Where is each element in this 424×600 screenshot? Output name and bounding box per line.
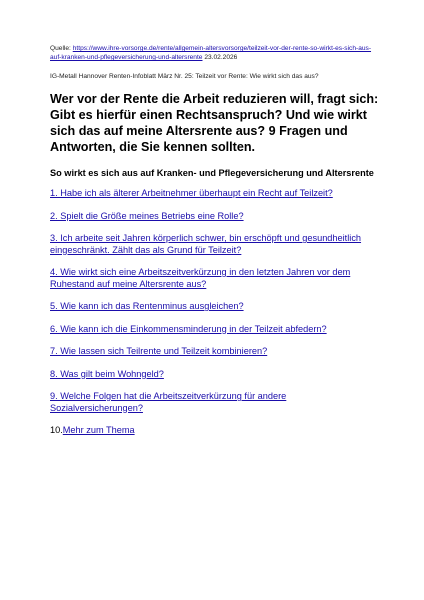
toc-number-10: 10. <box>50 425 63 435</box>
toc-link-4[interactable]: 4. Wie wirkt sich eine Arbeitszeitverkürzung in den letzten Jahren vor dem Ruhestand auf meine Altersrente aus? <box>50 267 351 289</box>
document-page <box>50 44 380 448</box>
source-link[interactable]: https://www.ihre-vorsorge.de/rente/allgemein-altersvorsorge/teilzeit-vor-der-rente-so-wirkt-es-sich-aus-auf-kranken-und-pflegeversicherung-und-altersrente <box>50 45 372 61</box>
toc-link-3[interactable]: 3. Ich arbeite seit Jahren körperlich schwer, bin erschöpft und gesundheitlich eingeschränkt. Zählt das als Grund für Teilzeit? <box>50 233 362 255</box>
toc-item <box>50 188 380 200</box>
toc-item <box>50 324 380 336</box>
source-label: Quelle: <box>50 45 73 52</box>
toc-link-7[interactable]: 7. Wie lassen sich Teilrente und Teilzeit kombinieren? <box>50 346 268 356</box>
subheadline: So wirkt es sich aus auf Kranken- und Pflegeversicherung und Altersrente <box>50 168 374 178</box>
toc-item <box>50 369 380 381</box>
toc-item <box>50 346 380 358</box>
toc-link-6[interactable]: 6. Wie kann ich die Einkommensminderung in der Teilzeit abfedern? <box>50 323 327 334</box>
infoblatt-line: IG-Metall Hannover Renten-Infoblatt März Nr. 25: Teilzeit vor Rente: Wie wirkt sich das aus? <box>50 73 319 80</box>
toc-item <box>50 233 380 256</box>
table-of-contents <box>50 188 380 437</box>
source-date: 23.02.2026 <box>202 54 238 61</box>
toc-item <box>50 391 380 414</box>
toc-item <box>50 267 380 290</box>
headline: Wer vor der Rente die Arbeit reduzieren will, fragt sich: Gibt es hierfür einen Rechtsanspruch? Und wie wirkt sich das auf meine Altersrente aus? 9 Fragen und Antworten, die Sie kennen sollten. <box>50 92 379 154</box>
toc-link-1[interactable]: 1. Habe ich als älterer Arbeitnehmer überhaupt ein Recht auf Teilzeit? <box>50 188 333 198</box>
toc-link-2[interactable]: 2. Spielt die Größe meines Betriebs eine Rolle? <box>50 210 244 221</box>
toc-item <box>50 425 380 437</box>
toc-link-8[interactable]: 8. Was gilt beim Wohngeld? <box>50 368 164 379</box>
toc-link-9[interactable]: 9. Welche Folgen hat die Arbeitszeitverkürzung für andere Sozialversicherungen? <box>50 391 287 413</box>
source-line <box>50 44 380 62</box>
toc-item <box>50 301 380 313</box>
toc-link-5[interactable]: 5. Wie kann ich das Rentenminus ausgleichen? <box>50 301 244 311</box>
toc-item <box>50 211 380 223</box>
toc-link-10[interactable]: Mehr zum Thema <box>62 425 135 435</box>
